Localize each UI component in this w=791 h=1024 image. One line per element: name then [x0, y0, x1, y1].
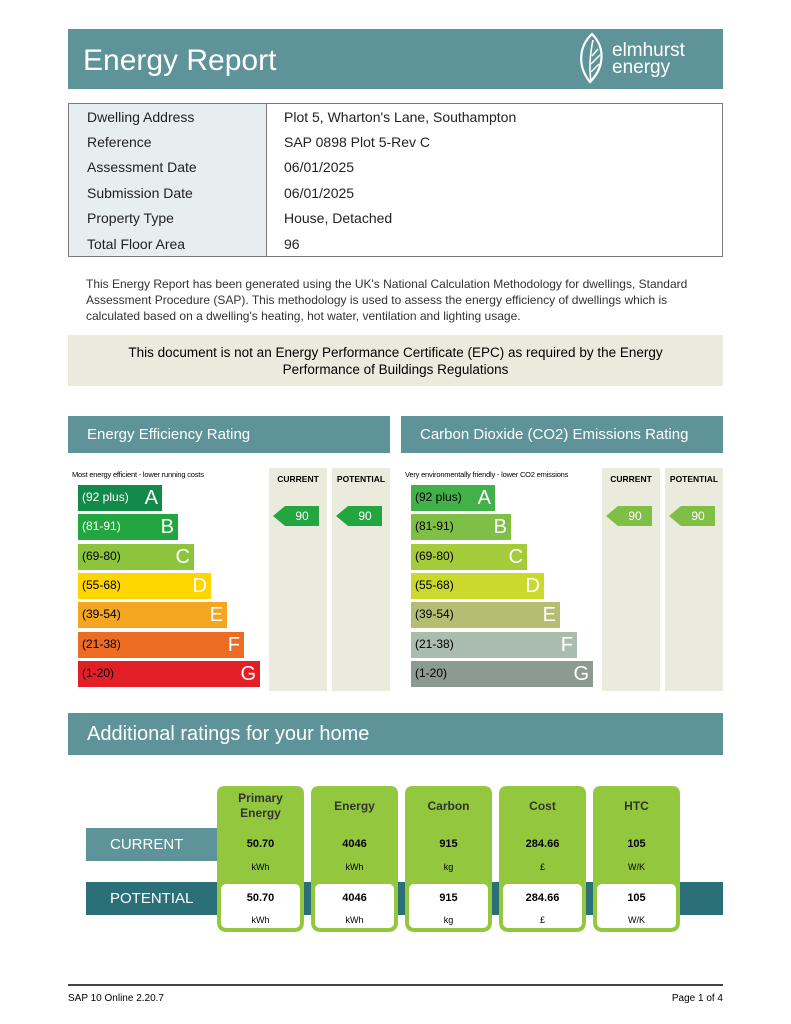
info-row-assessment-date [69, 155, 722, 180]
band-letter: B [493, 516, 507, 539]
logo-line-1: elmhurst [612, 40, 685, 61]
co2-band-g [411, 661, 593, 687]
band-range: (81-91) [415, 519, 454, 534]
info-value: 96 [284, 236, 300, 252]
metric-column [499, 786, 586, 932]
metric-current-value: 4046 [342, 838, 367, 850]
info-row-reference [69, 130, 722, 155]
info-value: 06/01/2025 [284, 185, 355, 201]
metric-header: HTC [624, 799, 649, 813]
current-row-label: CURRENT [86, 828, 218, 861]
efficiency-current-arrow [273, 506, 319, 526]
metric-current-unit: kg [443, 862, 454, 872]
band-letter: F [227, 633, 240, 656]
band-range: (55-68) [415, 577, 454, 592]
report-header [68, 29, 723, 89]
co2-panel-title: Carbon Dioxide (CO2) Emissions Rating [401, 416, 723, 453]
metric-header: Carbon [427, 799, 470, 813]
metric-potential-unit: kWh [345, 915, 364, 925]
leaf-icon [574, 32, 610, 86]
co2-potential-arrow [669, 506, 715, 526]
efficiency-potential-column [332, 468, 390, 691]
efficiency-current-value: 90 [295, 509, 309, 523]
intro-paragraph: This Energy Report has been generated using the UK's National Calculation Methodology for dwellings, Standard Assessment Procedure (SAP). This methodology is used to assess the energy efficiency of dwellings which is calculated based on a dwelling's heating, hot water, ventilation and lighting usage. [86, 277, 688, 323]
band-range: (39-54) [415, 607, 454, 622]
info-label: Dwelling Address [87, 109, 195, 125]
notice-line-2: Performance of Buildings Regulations [282, 362, 509, 377]
efficiency-potential-value: 90 [358, 509, 372, 523]
info-value: Plot 5, Wharton's Lane, Southampton [284, 109, 517, 125]
metric-column [217, 786, 304, 932]
info-label: Reference [87, 134, 152, 150]
co2-potential-column [665, 468, 723, 691]
metric-column [311, 786, 398, 932]
efficiency-band-c [78, 544, 194, 570]
logo-line-2: energy [612, 57, 671, 78]
info-value: SAP 0898 Plot 5-Rev C [284, 134, 431, 150]
co2-current-column [602, 468, 660, 691]
co2-potential-value: 90 [691, 509, 705, 523]
band-letter: C [175, 545, 190, 568]
co2-band-a [411, 485, 495, 511]
info-row-property-type [69, 206, 722, 231]
potential-row-label: POTENTIAL [86, 882, 218, 915]
metric-column [405, 786, 492, 932]
info-label: Submission Date [87, 185, 193, 201]
efficiency-panel-title: Energy Efficiency Rating [68, 416, 390, 453]
band-range: (69-80) [415, 548, 454, 563]
metric-header: Cost [529, 799, 556, 813]
efficiency-potential-header: POTENTIAL [336, 474, 386, 484]
metric-current-unit: W/K [628, 862, 645, 872]
band-range: (1-20) [415, 665, 448, 680]
metric-column [593, 786, 680, 932]
band-range: (21-38) [415, 636, 454, 651]
metric-current-unit: kWh [345, 862, 364, 872]
band-range: (69-80) [82, 548, 121, 563]
band-range: (81-91) [82, 519, 121, 534]
metric-potential-value: 915 [439, 892, 458, 904]
co2-current-header: CURRENT [610, 474, 652, 484]
co2-current-arrow [606, 506, 652, 526]
metric-current-value: 915 [439, 838, 458, 850]
band-range: (21-38) [82, 636, 121, 651]
footer-page-number: Page 1 of 4 [671, 993, 723, 1004]
efficiency-band-d [78, 573, 211, 599]
metric-current-value: 50.70 [246, 838, 275, 850]
band-letter: E [542, 604, 556, 627]
metric-current-value: 105 [627, 838, 646, 850]
metric-potential-unit: W/K [628, 915, 645, 925]
co2-band-e [411, 602, 560, 628]
band-letter: A [144, 487, 158, 509]
metric-potential-value: 50.70 [246, 892, 275, 904]
metric-header: Primary Energy [238, 791, 283, 820]
info-value: 06/01/2025 [284, 159, 355, 175]
dwelling-info-table [68, 103, 723, 257]
footer-version: SAP 10 Online 2.20.7 [68, 993, 164, 1004]
elmhurst-logo [574, 32, 719, 86]
band-letter: C [508, 545, 523, 568]
info-value: House, Detached [284, 210, 393, 226]
band-letter: E [209, 604, 223, 627]
efficiency-current-column [269, 468, 327, 691]
band-letter: D [525, 574, 540, 597]
co2-band-b [411, 514, 511, 540]
co2-current-value: 90 [628, 509, 642, 523]
band-letter: G [240, 662, 256, 685]
metric-potential-value: 284.66 [525, 892, 560, 904]
info-label: Property Type [87, 210, 174, 226]
efficiency-band-g [78, 661, 260, 687]
band-range: (92 plus) [415, 490, 462, 504]
additional-ratings-title: Additional ratings for your home [68, 713, 723, 755]
co2-band-d [411, 573, 544, 599]
band-letter: D [192, 574, 207, 597]
metric-potential-value: 105 [627, 892, 646, 904]
co2-band-f [411, 632, 577, 658]
info-row-address [69, 105, 722, 130]
band-range: (92 plus) [82, 490, 129, 504]
efficiency-band-e [78, 602, 227, 628]
efficiency-current-header: CURRENT [277, 474, 319, 484]
page-title: Energy Report [83, 44, 277, 77]
band-range: (39-54) [82, 607, 121, 622]
notice-line-1: This document is not an Energy Performance Certificate (EPC) as required by the Energy [128, 345, 663, 360]
metric-potential-unit: £ [539, 915, 545, 925]
info-row-submission-date [69, 181, 722, 206]
metric-current-unit: kWh [251, 862, 270, 872]
co2-scale-caption: Very environmentally friendly - lower CO2 emissions [405, 470, 569, 479]
info-label: Assessment Date [87, 159, 197, 175]
band-letter: F [560, 633, 573, 656]
footer-rule [68, 984, 723, 986]
band-letter: B [160, 516, 174, 539]
efficiency-band-a [78, 485, 162, 511]
epc-notice [68, 335, 723, 386]
efficiency-band-f [78, 632, 244, 658]
band-letter: G [573, 662, 589, 685]
metric-potential-unit: kWh [251, 915, 270, 925]
metric-potential-unit: kg [443, 915, 454, 925]
band-range: (1-20) [82, 665, 115, 680]
metric-current-value: 284.66 [525, 838, 560, 850]
co2-band-c [411, 544, 527, 570]
metric-potential-value: 4046 [342, 892, 367, 904]
band-letter: A [477, 487, 491, 509]
co2-potential-header: POTENTIAL [669, 474, 719, 484]
efficiency-scale-caption: Most energy efficient - lower running costs [72, 470, 204, 479]
info-label: Total Floor Area [87, 236, 186, 252]
logo-text [612, 42, 685, 76]
metric-header: Energy [334, 799, 375, 813]
efficiency-potential-arrow [336, 506, 382, 526]
band-range: (55-68) [82, 577, 121, 592]
info-row-floor-area [69, 232, 722, 257]
efficiency-band-b [78, 514, 178, 540]
metric-current-unit: £ [539, 862, 545, 872]
